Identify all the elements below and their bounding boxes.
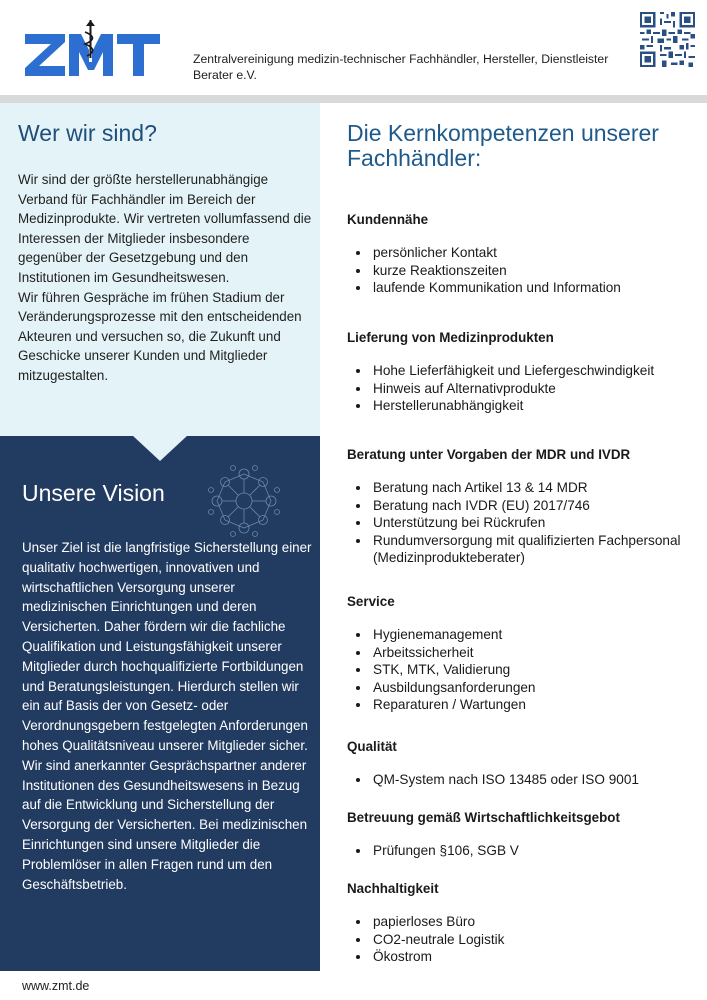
vision-title: Unsere Vision xyxy=(22,480,165,506)
list-item: Unterstützung bei Rückrufen xyxy=(347,514,697,532)
competency-items xyxy=(347,244,697,297)
competency-heading: Beratung unter Vorgaben der MDR und IVDR xyxy=(347,447,631,462)
page-footer xyxy=(0,971,707,1000)
competency-items xyxy=(347,362,697,415)
competency-items xyxy=(347,626,697,714)
competency-items xyxy=(347,842,697,860)
competency-group xyxy=(347,210,697,328)
header-divider xyxy=(0,95,707,103)
about-title: Wer wir sind? xyxy=(18,120,157,146)
competency-heading: Service xyxy=(347,594,395,609)
competency-heading: Nachhaltigkeit xyxy=(347,881,439,896)
list-item: CO2-neutrale Logistik xyxy=(347,931,697,949)
list-item: Arbeitssicherheit xyxy=(347,644,697,662)
competency-group xyxy=(347,445,697,592)
website-link[interactable]: www.zmt.de xyxy=(22,979,90,993)
list-item: STK, MTK, Validierung xyxy=(347,661,697,679)
competency-items xyxy=(347,771,697,789)
competencies-list xyxy=(347,210,697,966)
organization-name: Zentralvereinigung medizin-technischer Fachhändler, Hersteller, Dienstleister Berater e.V. xyxy=(193,52,609,82)
competency-group xyxy=(347,592,697,737)
list-item: Beratung nach Artikel 13 & 14 MDR xyxy=(347,479,697,497)
qr-code-icon[interactable] xyxy=(640,12,695,67)
competency-heading: Betreuung gemäß Wirtschaftlichkeitsgebot xyxy=(347,810,620,825)
list-item: Hohe Lieferfähigkeit und Liefergeschwindigkeit xyxy=(347,362,697,380)
about-paragraph: Wir führen Gespräche im frühen Stadium der Veränderungsprozesse mit den entscheidenden Akteuren und versuchen so, die Zukunft und Geschicke unserer Kunden und Mitglieder mitzugestalten. xyxy=(18,289,302,383)
network-icon xyxy=(205,462,283,540)
about-text xyxy=(18,170,314,386)
list-item: Ökostrom xyxy=(347,948,697,966)
list-item: QM-System nach ISO 13485 oder ISO 9001 xyxy=(347,771,697,789)
competency-heading: Qualität xyxy=(347,739,397,754)
list-item: Prüfungen §106, SGB V xyxy=(347,842,697,860)
competency-items xyxy=(347,913,697,966)
competency-heading: Lieferung von Medizinprodukten xyxy=(347,330,554,345)
list-item: Reparaturen / Wartungen xyxy=(347,696,697,714)
competency-group xyxy=(347,328,697,445)
zmt-logo xyxy=(25,20,160,80)
vision-text xyxy=(22,538,316,894)
competency-group xyxy=(347,879,697,966)
list-item: Ausbildungsanforderungen xyxy=(347,679,697,697)
list-item: Beratung nach IVDR (EU) 2017/746 xyxy=(347,497,697,515)
list-item: laufende Kommunikation und Information xyxy=(347,279,697,297)
competency-items xyxy=(347,479,697,567)
competencies-title: Die Kernkompetenzen unserer Fachhändler: xyxy=(347,120,659,171)
competency-group xyxy=(347,808,697,879)
competency-heading: Kundennähe xyxy=(347,212,429,227)
list-item: kurze Reaktionszeiten xyxy=(347,262,697,280)
vision-paragraph: Wir sind anerkannter Gesprächspartner anderer Institutionen des Gesundheitswesens in Bezug auf die Entwicklung und Sicherstellung der Versorgung der Versicherten. Bei medizinischen Einrichtungen sind unsere Mitglieder die Problemlöser in allen Fragen rund um den Geschäftsbetrieb. xyxy=(22,757,308,892)
vision-paragraph: Unser Ziel ist die langfristige Sicherstellung einer qualitativ hochwertigen, innovativen und wirtschaftlichen Versorgung unserer medizinischen Einrichtungen und deren Versicherten. Daher fördern wir die fachliche Qualifikation und Leistungsfähigkeit unserer Mitglieder durch hochqualifizierte Fortbildungen und Beratungsleistungen. Hierdurch stellen wir ein auf Basis der von Gesetz- oder Verordnungsgebern festgelegten Anforderungen hohes Qualitätsniveau unserer Mitglieder sicher. xyxy=(22,540,312,753)
list-item: Herstellerunabhängigkeit xyxy=(347,397,697,415)
list-item: Rundumversorgung mit qualifizierten Fachpersonal (Medizinprodukteberater) xyxy=(347,532,697,567)
list-item: Hygienemanagement xyxy=(347,626,697,644)
about-paragraph: Wir sind der größte herstellerunabhängige Verband für Fachhändler im Bereich der Medizinprodukte. Wir vertreten vollumfassend die Interessen der Mitglieder insbesondere gegenüber der Gesetzgebung und den Institutionen im Gesundheitswesen. xyxy=(18,172,312,285)
section-arrow xyxy=(132,435,188,461)
list-item: papierloses Büro xyxy=(347,913,697,931)
list-item: Hinweis auf Alternativprodukte xyxy=(347,380,697,398)
page-header xyxy=(0,0,707,95)
competency-group xyxy=(347,737,697,808)
list-item: persönlicher Kontakt xyxy=(347,244,697,262)
